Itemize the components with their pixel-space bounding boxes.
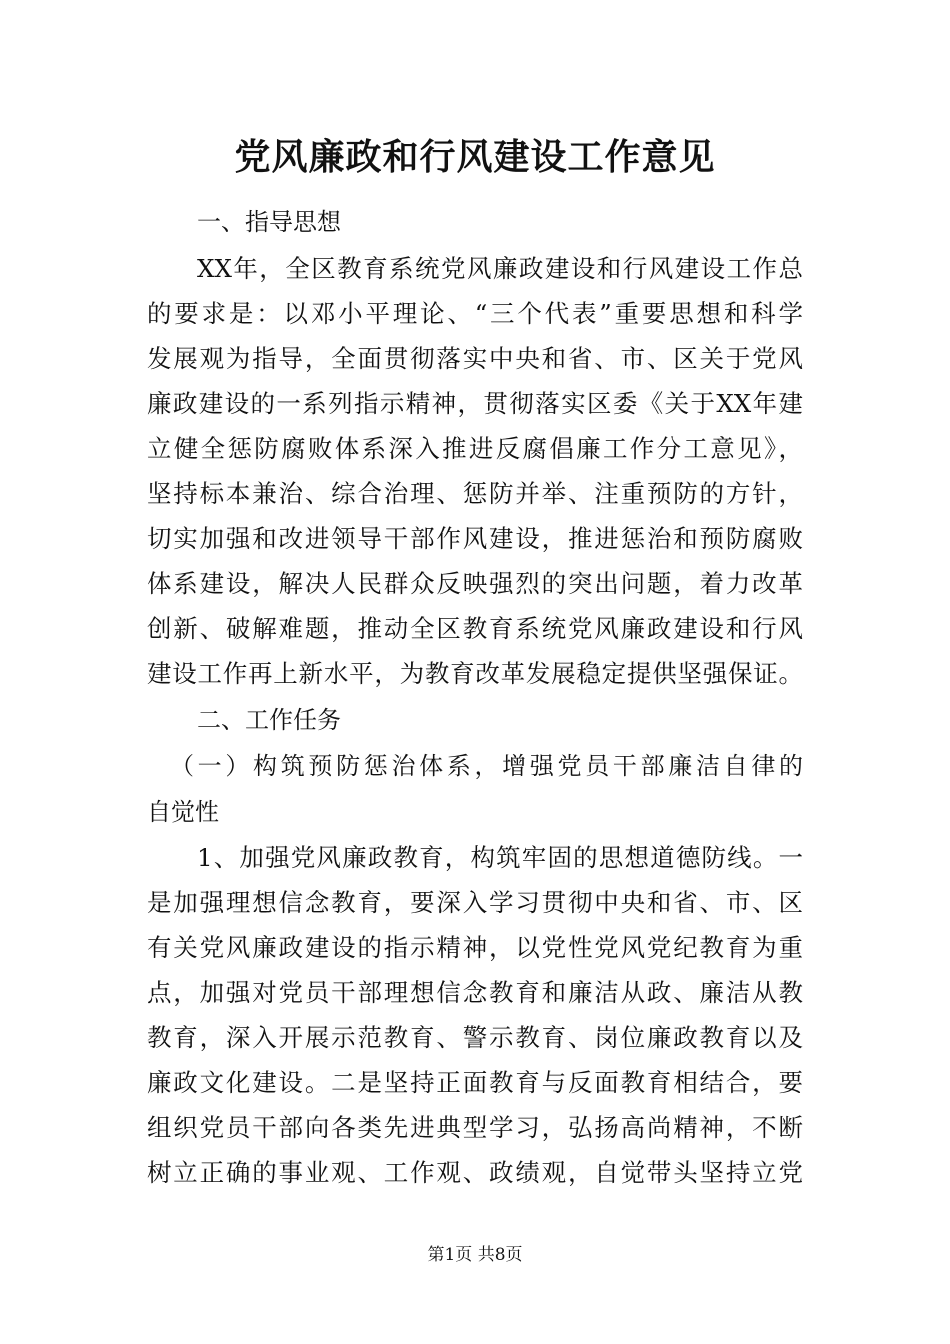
paragraph-line: 切实加强和改进领导干部作风建设，推进惩治和预防腐败 bbox=[147, 524, 803, 553]
paragraph-line: 廉政建设的一系列指示精神，贯彻落实区委《关于XX年建 bbox=[147, 389, 803, 418]
paragraph-line: 点，加强对党员干部理想信念教育和廉洁从政、廉洁从教 bbox=[147, 978, 803, 1007]
paragraph-line: 1、加强党风廉政教育，构筑牢固的思想道德防线。一 bbox=[197, 843, 803, 872]
section-heading-guiding-thought: 一、指导思想 bbox=[197, 208, 341, 236]
section-heading-work-tasks: 二、工作任务 bbox=[197, 706, 341, 734]
paragraph-line: 坚持标本兼治、综合治理、惩防并举、注重预防的方针， bbox=[147, 479, 803, 508]
paragraph-line: 的要求是：以邓小平理论、“三个代表”重要思想和科学 bbox=[147, 299, 803, 328]
subsection-heading-continued: 自觉性 bbox=[147, 798, 219, 826]
paragraph-line: 有关党风廉政建设的指示精神，以党性党风党纪教育为重 bbox=[147, 933, 803, 962]
paragraph-line: 组织党员干部向各类先进典型学习，弘扬高尚精神，不断 bbox=[147, 1113, 803, 1142]
paragraph-line: 是加强理想信念教育，要深入学习贯彻中央和省、市、区 bbox=[147, 888, 803, 917]
document-title: 党风廉政和行风建设工作意见 bbox=[234, 136, 716, 178]
paragraph-line: 廉政文化建设。二是坚持正面教育与反面教育相结合，要 bbox=[147, 1068, 803, 1097]
paragraph-line: XX年，全区教育系统党风廉政建设和行风建设工作总 bbox=[197, 254, 803, 283]
paragraph-line: 建设工作再上新水平，为教育改革发展稳定提供坚强保证。 bbox=[147, 659, 803, 688]
paragraph-line: 发展观为指导，全面贯彻落实中央和省、市、区关于党风 bbox=[147, 344, 803, 373]
subsection-heading: （一）构筑预防惩治体系，增强党员干部廉洁自律的 bbox=[170, 752, 803, 780]
paragraph-line: 教育，深入开展示范教育、警示教育、岗位廉政教育以及 bbox=[147, 1023, 803, 1052]
paragraph-line: 立健全惩防腐败体系深入推进反腐倡廉工作分工意见》， bbox=[147, 434, 803, 463]
paragraph-line: 体系建设，解决人民群众反映强烈的突出问题，着力改革 bbox=[147, 569, 803, 598]
paragraph-line: 创新、破解难题，推动全区教育系统党风廉政建设和行风 bbox=[147, 614, 803, 643]
paragraph-line: 树立正确的事业观、工作观、政绩观，自觉带头坚持立党 bbox=[147, 1158, 803, 1187]
page-number-footer: 第1页 共8页 bbox=[427, 1245, 523, 1265]
